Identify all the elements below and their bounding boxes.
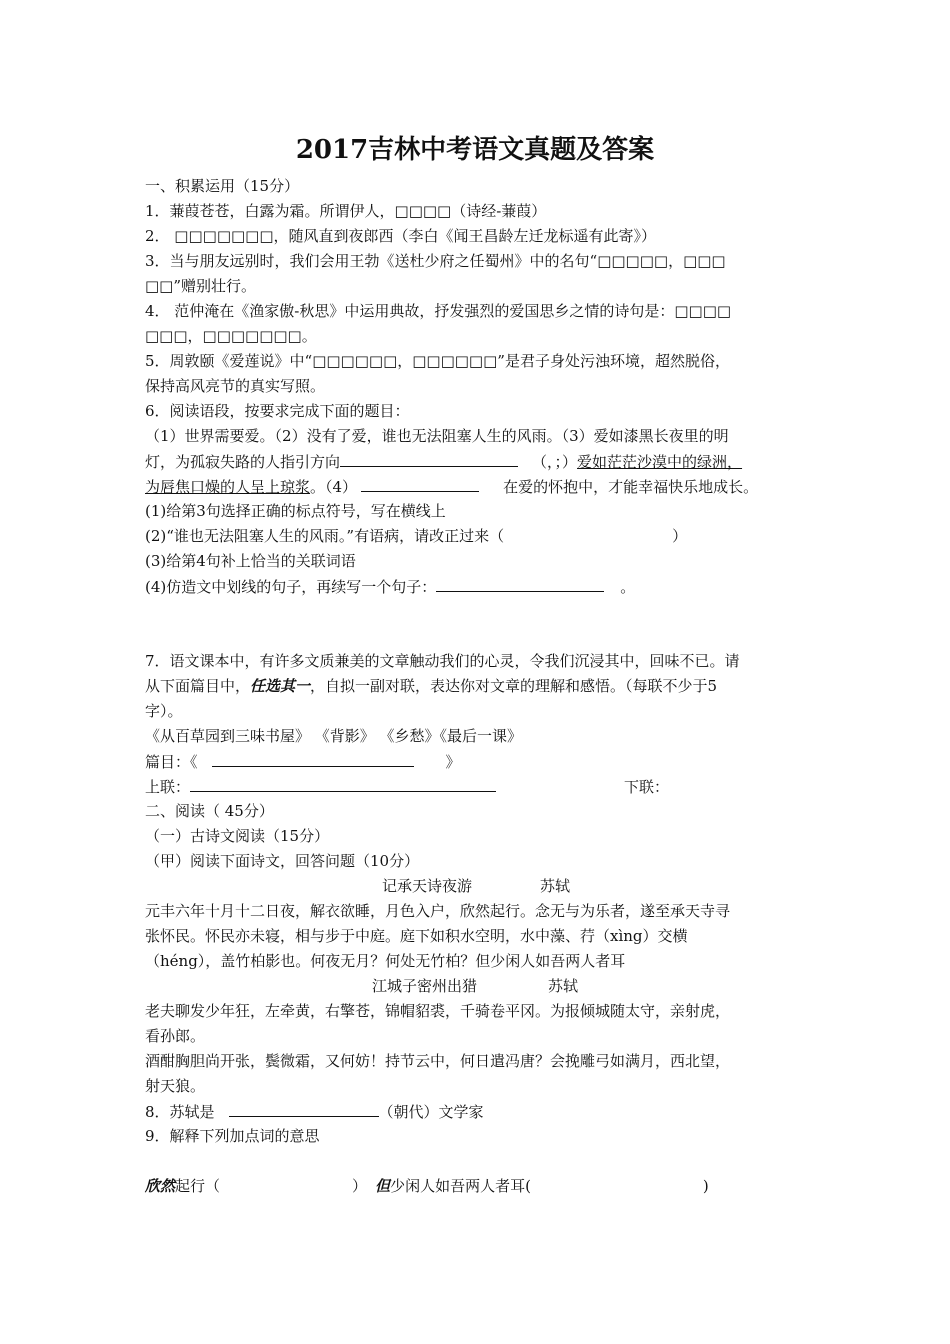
couplet-line xyxy=(145,776,669,797)
poem-1-line-3: （héng），盖竹柏影也。何夜无月？何处无竹柏？但少闲人如吾两人者耳 xyxy=(145,952,626,970)
question-6-sub-2 xyxy=(145,526,687,546)
closing-bracket: ) xyxy=(702,1177,709,1195)
second-couplet-label: 下联： xyxy=(624,778,670,796)
question-4-line-2: □□□，□□□□□□□。 xyxy=(145,327,317,345)
sub-question-text: (4)仿造文中划线的句子，再续写一个句子： xyxy=(145,578,437,596)
question-6-heading: 6．阅读语段，按要求完成下面的题目： xyxy=(145,402,410,420)
closing-bracket: ） xyxy=(672,527,688,545)
question-9: 9．解释下列加点词的意思 xyxy=(145,1127,320,1145)
question-6-sub-1: (1)给第3句选择正确的标点符号，写在横线上 xyxy=(145,502,446,520)
question-3-line-2: □□”赠别壮行。 xyxy=(145,277,257,295)
question-7-line-2 xyxy=(145,676,717,696)
question-6-sub-4 xyxy=(145,576,635,597)
poem-2-line-3: 酒酣胸胆尚开张，鬓微霜，又何妨！持节云中，何日遣冯唐？会挽雕弓如满月，西北望， xyxy=(145,1052,731,1070)
question-6-sub-3: (3)给第4句补上恰当的关联词语 xyxy=(145,552,356,570)
question-6-passage-line-2 xyxy=(145,451,742,472)
first-couplet-label: 上联： xyxy=(145,778,191,796)
underlined-sentence-end: 为唇焦口燥的人呈上琼浆 xyxy=(145,478,311,496)
dynasty-blank[interactable] xyxy=(229,1101,379,1117)
article-label: 篇目：《 xyxy=(145,753,198,771)
question-1: 1．蒹葭苍苍，白露为霜。所谓伊人，□□□□（诗经-蒹葭） xyxy=(145,202,547,220)
question-text: ，自拟一副对联，表达你对文章的理解和感悟。（每联不少于5 xyxy=(310,677,718,695)
first-couplet-blank[interactable] xyxy=(190,776,496,792)
subsection-a-heading: （甲）阅读下面诗文，回答问题（10分） xyxy=(145,852,420,870)
dotted-word-2: 但 xyxy=(375,1177,391,1195)
subsection-classical: （一）古诗文阅读（15分） xyxy=(145,827,330,845)
article-list: 《从百草园到三味书屋》 《背影》 《乡愁》《最后一课》 xyxy=(145,727,523,745)
punctuation-options: （，；） xyxy=(532,453,578,471)
poem-2-line-2: 看孙郎。 xyxy=(145,1027,206,1045)
poem-1-line-2: 张怀民。怀民亦未寝，相与步于中庭。庭下如积水空明，水中藻、荇（xìng）交横 xyxy=(145,927,688,945)
question-9-items xyxy=(145,1176,709,1196)
poem-2-line-4: 射天狼。 xyxy=(145,1077,206,1095)
article-choice-line xyxy=(145,751,461,772)
poem-2-line-1: 老夫聊发少年狂，左牵黄，右擎苍，锦帽貂裘，千骑卷平冈。为报倾城随太守，亲射虎， xyxy=(145,1002,731,1020)
answer-blank[interactable] xyxy=(340,451,518,467)
question-2: 2． □□□□□□□，随风直到夜郎西（李白《闻王昌龄左迁龙标遥有此寄》） xyxy=(145,227,657,245)
sub-question-text: (2)“谁也无法阻塞人生的风雨。”有语病，请改正过来（ xyxy=(145,527,505,545)
passage-text: 在爱的怀抱中，才能幸福快乐地成长。 xyxy=(503,478,759,496)
item-text: 起行（ xyxy=(175,1177,221,1195)
period: 。 xyxy=(620,578,636,596)
closing-bracket: ） xyxy=(352,1177,368,1195)
poem-1-title: 记承天诗夜游 xyxy=(382,877,473,895)
question-6-passage-line-1: （1）世界需要爱。（2）没有了爱，谁也无法阻塞人生的风雨。（3）爱如漆黑长夜里的明 xyxy=(145,427,729,445)
question-text: （朝代）文学家 xyxy=(378,1103,484,1121)
question-5-line-2: 保持高风亮节的真实写照。 xyxy=(145,377,326,395)
question-3-line-1: 3．当与朋友远别时，我们会用王勃《送杜少府之任蜀州》中的名句“□□□□□，□□□ xyxy=(145,252,726,270)
question-4-line-1: 4． 范仲淹在《渔家傲-秋思》中运用典故，抒发强烈的爱国思乡之情的诗句是：□□□□ xyxy=(145,302,732,320)
answer-blank[interactable] xyxy=(361,476,479,492)
poem-2-author: 苏轼 xyxy=(548,977,579,995)
poem-1-line-1: 元丰六年十月十二日夜，解衣欲睡，月色入户，欣然起行。念无与为乐者，遂至承天寺寻 xyxy=(145,902,731,920)
question-5-line-1: 5．周敦颐《爱莲说》中“□□□□□□，□□□□□□”是君子身处污浊环境，超然脱俗， xyxy=(145,352,730,370)
question-7-line-1: 7．语文课本中，有许多文质兼美的文章触动我们的心灵，令我们沉浸其中，回味不已。请 xyxy=(145,652,740,670)
question-text: 从下面篇目中， xyxy=(145,677,251,695)
question-text: 8．苏轼是 xyxy=(145,1103,215,1121)
item-text: 少闲人如吾两人者耳( xyxy=(390,1177,531,1195)
passage-text: 。（4） xyxy=(310,478,358,496)
poem-1-author: 苏轼 xyxy=(540,877,571,895)
question-6-passage-line-3 xyxy=(145,476,758,497)
underlined-sentence: 爱如茫茫沙漠中的绿洲， xyxy=(577,453,743,471)
dotted-word-1: 欣然 xyxy=(145,1177,176,1195)
section-heading-accumulation: 一、积累运用（15分） xyxy=(145,177,300,195)
passage-text: 灯，为孤寂失路的人指引方向 xyxy=(145,453,341,471)
article-blank[interactable] xyxy=(212,751,414,767)
question-7-line-3: 字）。 xyxy=(145,702,183,720)
section-heading-reading: 二、阅读（ 45分） xyxy=(145,802,274,820)
page-title: 2017吉林中考语文真题及答案 xyxy=(295,135,655,165)
closing-title-mark: 》 xyxy=(445,753,461,771)
poem-2-title: 江城子密州出猎 xyxy=(372,977,478,995)
question-8 xyxy=(145,1101,484,1122)
emphasis-text: 任选其一 xyxy=(250,677,311,695)
answer-blank[interactable] xyxy=(436,576,604,592)
